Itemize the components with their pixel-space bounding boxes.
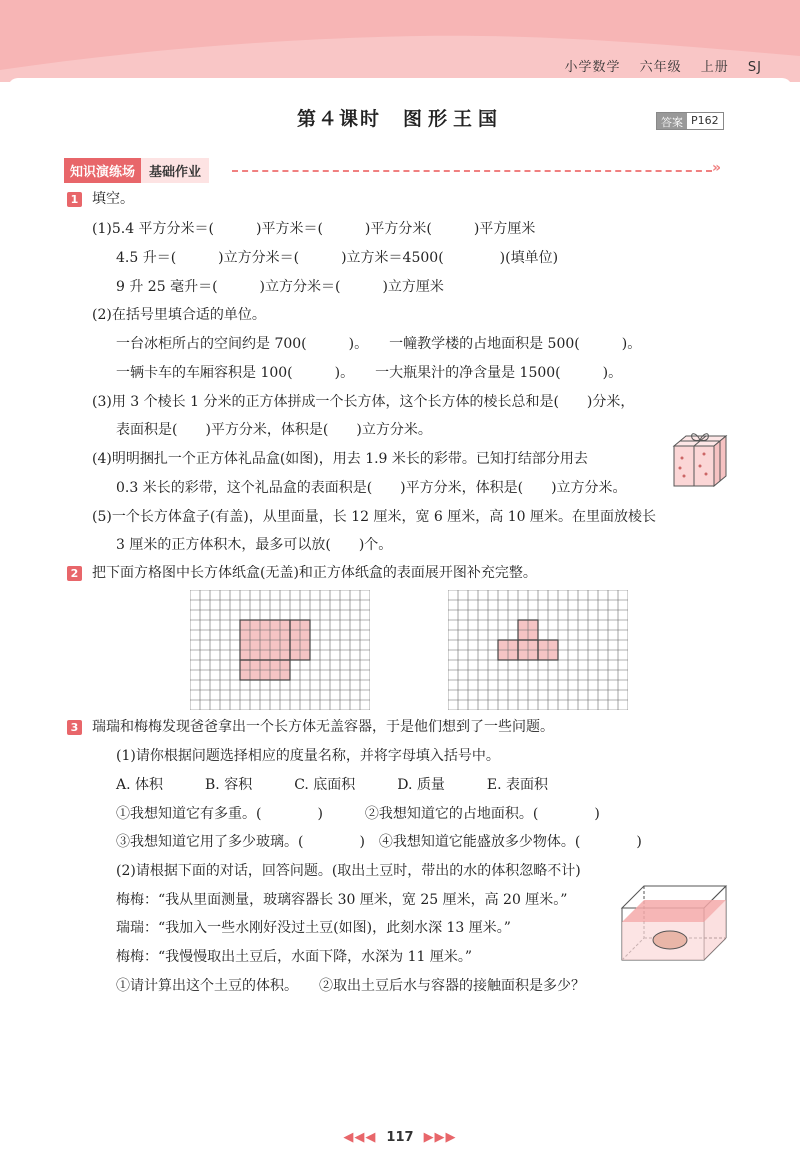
answer-tag[interactable] (656, 112, 724, 130)
header-grade: 六年级 (639, 60, 682, 75)
question-1-number: 1 (67, 192, 82, 207)
grid-cube-net (448, 590, 628, 710)
section-header (64, 158, 209, 182)
page-footer (0, 1130, 800, 1145)
question-1-title: 填空。 (92, 191, 134, 207)
q3-line-5: (2)请根据下面的对话，回答问题。(取出土豆时，带出的水的体积忽略不计) (116, 863, 581, 879)
question-2-title: 把下面方格图中长方体纸盒(无盖)和正方体纸盒的表面展开图补充完整。 (92, 565, 537, 581)
gift-box-image (670, 430, 730, 490)
header-edition: SJ (747, 60, 762, 75)
section-label: 知识演练场 (64, 158, 141, 183)
section-sub: 基础作业 (141, 158, 209, 183)
question-2-number: 2 (67, 566, 82, 581)
q1-line-4: (2)在括号里填合适的单位。 (92, 307, 266, 323)
q1-line-11: (5)一个长方体盒子(有盖)，从里面量，长 12 厘米，宽 6 厘米，高 10 厘米。在里面放棱长 (92, 509, 656, 525)
q1-line-10: 0.3 米长的彩带，这个礼品盒的表面积是( )平方分米，体积是( )立方分米。 (116, 480, 627, 496)
footer-left-arrows: ◀◀◀ (343, 1130, 377, 1145)
header-subject: 小学数学 (564, 60, 621, 75)
header-info (550, 56, 762, 75)
section-divider (232, 170, 712, 172)
q1-line-7: (3)用 3 个棱长 1 分米的正方体拼成一个长方体，这个长方体的棱长总和是( )分米， (92, 394, 635, 410)
page-white-card (8, 78, 792, 1167)
grid-cuboid-net (190, 590, 370, 710)
lesson-name: 图形王国 (403, 108, 504, 130)
q1-line-1: (1)5.4 平方分米＝( )平方米＝( )平方分米( )平方厘米 (92, 221, 536, 237)
q1-line-2: 4.5 升＝( )立方分米＝( )立方米＝4500( )(填单位) (116, 250, 559, 266)
q3-line-4: ③我想知道它用了多少玻璃。( ) ④我想知道它能盛放多少物体。( ) (116, 834, 642, 850)
question-3-number: 3 (67, 720, 82, 735)
answer-label: 答案 (657, 113, 687, 129)
q3-dialog-2: 瑞瑞：“我加入一些水刚好没过土豆(如图)，此刻水深 13 厘米。” (116, 920, 511, 936)
glass-tank-image (618, 880, 730, 964)
section-arrow-icon: » (712, 160, 722, 176)
q1-line-3: 9 升 25 毫升＝( )立方分米＝( )立方厘米 (116, 279, 444, 295)
q3-line-9: ①请计算出这个土豆的体积。 ②取出土豆后水与容器的接触面积是多少？ (116, 978, 585, 994)
footer-right-arrows: ▶▶▶ (423, 1130, 457, 1145)
header-band (0, 0, 800, 82)
lesson-number: 第４课时 (296, 108, 381, 130)
q3-line-1: (1)请你根据问题选择相应的度量名称，并将字母填入括号中。 (116, 748, 500, 764)
q3-options: A. 体积 B. 容积 C. 底面积 D. 质量 E. 表面积 (116, 777, 549, 793)
q1-line-5: 一台冰柜所占的空间约是 700( )。 一幢教学楼的占地面积是 500( )。 (116, 336, 642, 352)
q1-line-6: 一辆卡车的车厢容积是 100( )。 一大瓶果汁的净含量是 1500( )。 (116, 365, 623, 381)
header-volume: 上册 (700, 60, 729, 75)
q1-line-8: 表面积是( )平方分米，体积是( )立方分米。 (116, 422, 432, 438)
q3-line-3: ①我想知道它有多重。( ) ②我想知道它的占地面积。( ) (116, 806, 600, 822)
q1-line-9: (4)明明捆扎一个正方体礼品盒(如图)，用去 1.9 米长的彩带。已知打结部分用去 (92, 451, 588, 467)
q3-dialog-3: 梅梅：“我慢慢取出土豆后，水面下降，水深为 11 厘米。” (116, 949, 473, 965)
q1-line-12: 3 厘米的正方体积木，最多可以放( )个。 (116, 537, 393, 553)
answer-page: P162 (691, 114, 719, 127)
page-number: 117 (386, 1130, 414, 1145)
question-3-title: 瑞瑞和梅梅发现爸爸拿出一个长方体无盖容器，于是他们想到了一些问题。 (92, 719, 554, 735)
q3-dialog-1: 梅梅：“我从里面测量，玻璃容器长 30 厘米，宽 25 厘米，高 20 厘米。” (116, 892, 568, 908)
